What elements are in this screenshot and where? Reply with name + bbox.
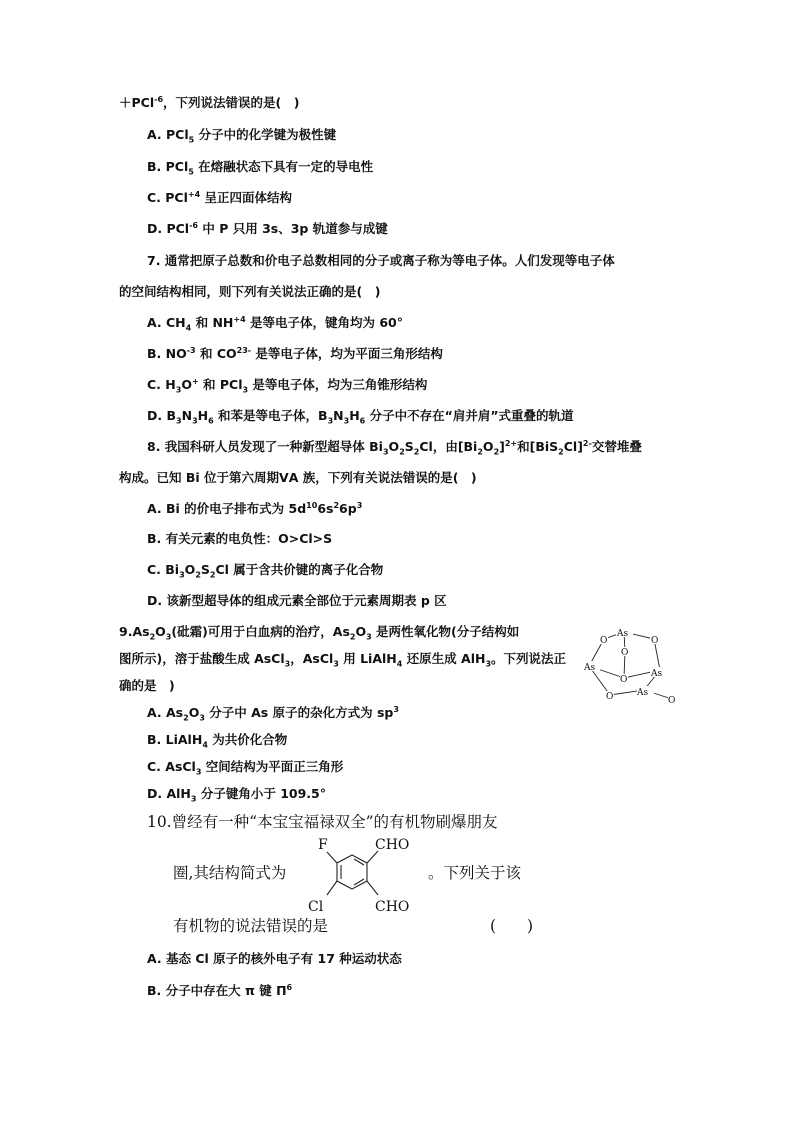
q6-option-c: C. PCl$^{+4}$ 呈正四面体结构 — [147, 189, 293, 205]
q6-option-b: B. PCl$_5$ 在熔融状态下具有一定的导电性 — [147, 159, 374, 177]
o-atom-label: O — [651, 636, 659, 646]
cho-top-label: CHO — [375, 837, 410, 853]
q9-stem-line1: $9.As_2O_3$(砒霜)可用于白血病的治疗，$As_2O_3$ 是两性氧化物(分子结构如 — [119, 624, 520, 642]
q10-stem-line1: 10.曾经有一种“本宝宝福禄双全”的有机物刷爆朋友 — [147, 813, 498, 831]
q7-stem-line2: 的空间结构相同，则下列有关说法正确的是( ) — [119, 284, 381, 299]
q7-stem-line1: 7. 通常把原子总数和价电子总数相同的分子或离子称为等电子体。人们发现等电子体 — [147, 253, 615, 268]
q8-stem-line2: 构成。已知 Bi 位于第六周期ⅤA 族，下列有关说法错误的是( ) — [119, 470, 477, 485]
q8-option-b: B. 有关元素的电负性：O>Cl>S — [147, 531, 333, 546]
q9-option-b: B. LiAlH$_4$ 为共价化合物 — [147, 732, 288, 750]
organic-molecule-diagram — [305, 835, 427, 917]
o-atom-label: O — [621, 648, 629, 658]
q10-option-a: A. 基态 Cl 原子的核外电子有 17 种运动状态 — [147, 951, 402, 966]
q8-stem-line1: 8. 我国科研人员发现了一种新型超导体 $Bi_3O_2S_2Cl$，由$[Bi_2O_2]^{2+}$和$[BiS_2Cl]^{2-}$交替堆叠 — [147, 438, 642, 457]
q10-stem-line2b: 。下列关于该 — [428, 864, 522, 882]
q8-option-d: D. 该新型超导体的组成元素全部位于元素周期表 p 区 — [147, 593, 447, 608]
q8-option-c: C. $Bi_3O_2S_2Cl$ 属于含共价键的离子化合物 — [147, 562, 384, 580]
q10-stem-line2a: 圈,其结构简式为 — [173, 864, 287, 882]
q7-option-b: B. $NO^{-3}$ 和 $CO^{23-}$ 是等电子体，均为平面三角形结构 — [147, 345, 443, 361]
cho-bottom-label: CHO — [375, 899, 410, 915]
q10-stem-line3: 有机物的说法错误的是 — [173, 917, 329, 935]
chlorine-label: Cl — [308, 899, 324, 915]
q7-option-a: A. $CH_4$ 和 $NH^{+4}$ 是等电子体，键角均为 60° — [147, 314, 404, 333]
q7-option-c: C. $H_3O^+$ 和 PCl$_3$ 是等电子体，均为三角锥形结构 — [147, 376, 428, 395]
q7-option-d: D. $B_3N_3H_6$ 和苯是等电子体，$B_3N_3H_6$ 分子中不存在“肩并肩”式重叠的轨道 — [147, 408, 574, 426]
q10-option-b: B. 分子中存在大 π 键 $\Pi^6$ — [147, 982, 293, 998]
as-atom-label: As — [651, 669, 663, 679]
as-atom-label: As — [617, 629, 629, 639]
o-atom-label: O — [600, 636, 608, 646]
as-atom-label: As — [637, 688, 649, 698]
q9-option-a: A. $As_2O_3$ 分子中 As 原子的杂化方式为 $sp^3$ — [147, 704, 399, 723]
q9-option-d: D. AlH$_3$ 分子键角小于 109.5° — [147, 786, 326, 804]
fluorine-label: F — [318, 837, 328, 853]
o-atom-label: O — [668, 696, 676, 706]
q9-stem-line2: 图所示)，溶于盐酸生成 AsCl$_3$，AsCl$_3$ 用 LiAlH$_4$ 还原生成 AlH$_3$。下列说法正 — [119, 651, 567, 669]
as2o3-molecule-diagram — [580, 627, 680, 707]
o-atom-label: O — [606, 692, 614, 702]
as-atom-label: As — [584, 663, 596, 673]
continuation-line: ＋PCl$^{-6}$，下列说法错误的是( ) — [119, 94, 300, 110]
q9-option-c: C. AsCl$_3$ 空间结构为平面正三角形 — [147, 759, 344, 777]
q9-stem-line3: 确的是 ) — [119, 678, 175, 693]
o-atom-label: O — [620, 675, 628, 685]
answer-blank: ( ) — [490, 917, 534, 935]
q6-option-d: D. PCl$^{-6}$ 中 P 只用 3s、3p 轨道参与成键 — [147, 220, 388, 236]
q6-option-a: A. PCl$_5$ 分子中的化学键为极性键 — [147, 127, 337, 145]
q8-option-a: A. Bi 的价电子排布式为 $5d^{10}6s^26p^3$ — [147, 500, 363, 516]
